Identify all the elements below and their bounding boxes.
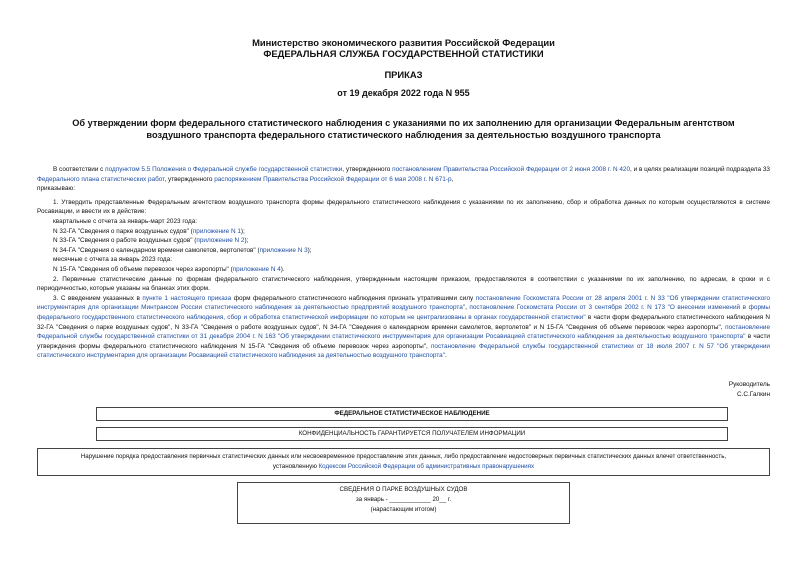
quarterly-label: квартальные с отчета за январь-март 2023 года: xyxy=(53,217,198,225)
link-appendix-1[interactable]: приложение N 1 xyxy=(192,227,241,235)
confidentiality-box: КОНФИДЕНЦИАЛЬНОСТЬ ГАРАНТИРУЕТСЯ ПОЛУЧАТЕЛЕМ ИНФОРМАЦИИ xyxy=(96,427,728,441)
preamble-text: В соответствии с xyxy=(53,166,106,173)
preamble-text: , утвержденного xyxy=(164,175,215,183)
form-text: ); xyxy=(240,227,245,235)
item-3-paragraph xyxy=(37,294,770,361)
link-goskomstat-173[interactable]: постановление Госкомстата России от 3 сентября 2002 г. N 173 "О внесении изменений в формы федерального государственного статистического наблюдения, сбор и обработка статистической информации по которым не централизованы в органах государственной статистики" xyxy=(37,304,770,321)
link-administrative-code[interactable]: Кодексом Российской Федерации об административных правонарушениях xyxy=(318,463,535,470)
item-3-text: форм федерального статистического наблюдения признать утратившими силу xyxy=(231,294,476,302)
signature-block xyxy=(570,380,770,400)
liability-notice-box xyxy=(37,448,770,476)
preamble-text: , и в целях реализации позиций подраздела 33 xyxy=(630,166,770,173)
link-rosstat-163[interactable]: постановление Федеральной службы государственной статистики от 31 декабря 2004 г. N 163 "Об утверждении статистического инструментария для организации Росавиацией статистического наблюдения за деятельностью воздушного транспорта" xyxy=(37,323,770,341)
preamble-paragraph xyxy=(37,165,770,184)
order-title: Об утверждении форм федерального статистического наблюдения с указаниями по их заполнению для организации Федеральным агентством воздушного транспорта федерального статистического наблюдения за деятельностью воздушного транспорта xyxy=(72,118,735,140)
link-appendix-3[interactable]: приложение N 3 xyxy=(259,246,308,254)
federal-observation-box: ФЕДЕРАЛЬНОЕ СТАТИСТИЧЕСКОЕ НАБЛЮДЕНИЕ xyxy=(96,407,728,421)
form-text: N 34-ГА "Сведения о календарном времени самолетов, вертолетов" ( xyxy=(53,246,260,254)
form-period: за январь - ____________ 20__ г. xyxy=(355,496,452,503)
monthly-label: месячные с отчета за январь 2023 года: xyxy=(53,256,172,264)
form-text: ); xyxy=(244,237,249,245)
link-goskomstat-33[interactable]: постановление Госкомстата России от 28 апреля 2001 г. N 33 "Об утверждении статистического инструментария для организации Минтрансом России статистического наблюдения за деятельностью предприятий воздушного транспорта" xyxy=(37,294,771,312)
form-33-line xyxy=(37,236,770,246)
item-3-text: 3. С введением указанных в xyxy=(53,294,143,302)
preamble-text: , xyxy=(451,175,454,183)
form-text: N 32-ГА "Сведения о парке воздушных судов" ( xyxy=(53,227,193,235)
link-regulation-clause[interactable]: подпунктом 5.5 Положения о Федеральной службе государственной статистики xyxy=(105,166,343,173)
link-government-order[interactable]: распоряжением Правительства Российской Федерации от 6 мая 2008 г. N 671-р xyxy=(214,175,452,183)
form-text: N 33-ГА "Сведения о работе воздушных судов" ( xyxy=(53,237,197,245)
form-title-box xyxy=(237,482,570,524)
order-body xyxy=(37,165,770,361)
item-3-text: . xyxy=(445,352,447,360)
form-cumulative-note: (нарастающим итогом) xyxy=(370,506,437,513)
signature-name: С.С.Галкин xyxy=(736,391,770,398)
form-34-line xyxy=(37,246,770,256)
signature-role: Руководитель xyxy=(728,381,770,388)
form-text: ); xyxy=(307,246,312,254)
form-text: ). xyxy=(280,265,285,273)
link-item-1[interactable]: пункте 1 настоящего приказа xyxy=(142,294,232,302)
item-3-text: в части форм федерального статистического наблюдения N 32-ГА "Сведения о парке воздушных судов", N 33-ГА "Сведения о работе воздушных судов", N 34-ГА "Сведения о календарном времени самолетов, вертолетов" и N 15-ГА "Сведения об объеме перевозок через аэропорты", xyxy=(37,313,770,331)
link-rosstat-57[interactable]: постановление Федеральной службы государственной статистики от 18 июля 2007 г. N 57 "Об утверждении статистического инструментария для организации Росавиацией статистического наблюдения за деятельностью воздушного транспорта" xyxy=(37,342,771,360)
command-word: приказываю: xyxy=(37,185,75,193)
item-3-text: , xyxy=(465,304,470,312)
link-federal-plan[interactable]: Федерального плана статистических работ xyxy=(37,175,165,183)
item-3-text: в части утверждения формы федерального статистического наблюдения N 15-ГА "Сведения об объеме перевозок через аэропорты", xyxy=(37,333,770,350)
liability-line-1: Нарушение порядка предоставления первичных статистических данных или несвоевременное предоставление этих данных, либо предоставление недостоверных первичных статистических данных влечет ответственность, xyxy=(80,453,727,460)
liability-text: установленную xyxy=(272,463,319,470)
preamble-text: , утвержденного xyxy=(342,166,393,173)
order-heading: ПРИКАЗ xyxy=(384,69,423,80)
form-title: СВЕДЕНИЯ О ПАРКЕ ВОЗДУШНЫХ СУДОВ xyxy=(339,486,468,493)
link-appendix-4[interactable]: приложение N 4 xyxy=(232,265,281,273)
form-32-line xyxy=(37,227,770,237)
link-government-decree[interactable]: постановлением Правительства Российской Федерации от 2 июня 2008 г. N 420 xyxy=(392,166,631,173)
link-appendix-2[interactable]: приложение N 2 xyxy=(196,237,245,245)
liability-line-2 xyxy=(38,462,769,472)
item-1-text: 1. Утвердить представленные Федеральным агентством воздушного транспорта формы федерального статистического наблюдения с указаниями по их заполнению, сбор и обработка данных по которым осуществляются в системе Росавиации, и ввести их в действие: xyxy=(37,198,770,216)
ministry-name: Министерство экономического развития Российской Федерации xyxy=(252,37,555,48)
order-date: от 19 декабря 2022 года N 955 xyxy=(337,88,470,98)
form-15-line xyxy=(37,265,770,275)
item-2-text: 2. Первичные статистические данные по формам федерального статистического наблюдения, утвержденным настоящим приказом, предоставляются в соответствии с указаниями по их заполнению, по адресам, в сроки и с периодичностью, которые указаны на бланках этих форм. xyxy=(37,275,770,293)
service-name: ФЕДЕРАЛЬНАЯ СЛУЖБА ГОСУДАРСТВЕННОЙ СТАТИСТИКИ xyxy=(263,48,544,59)
form-text: N 15-ГА "Сведения об объеме перевозок через аэропорты" ( xyxy=(53,265,233,273)
